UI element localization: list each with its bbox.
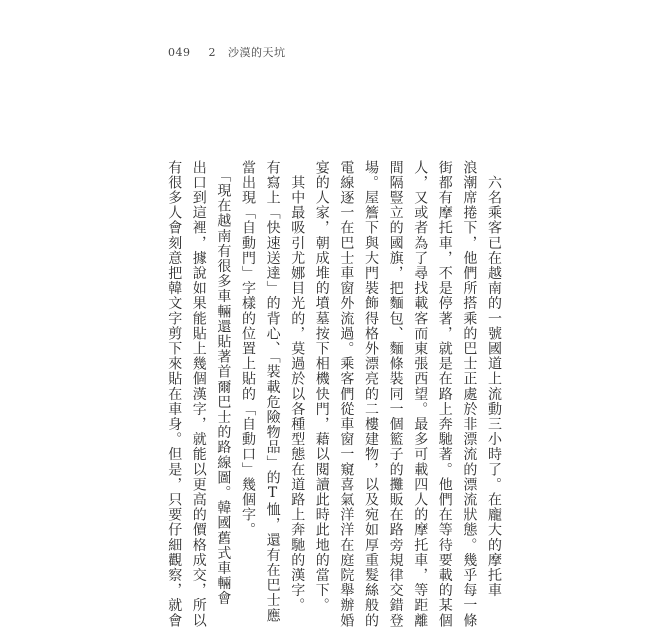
text-column: 浪潮席捲下，他們所搭乘的巴士正處於非漂流的漂流狀態。幾乎每一條	[461, 160, 478, 628]
text-column: 其中最吸引尤娜目光的，莫過於以各種型態在道路上奔馳的漢字。	[289, 160, 306, 613]
text-column: 六名乘客已在越南的一號國道上流動三小時了。在龐大的摩托車	[486, 160, 502, 598]
text-column: 間隔豎立的國旗，把麵包、麵條裝同一個籃子的攤販在路旁規律交錯登	[387, 160, 404, 628]
text-column: 出口到這裡，據說如果能貼上幾個漢字，就能以更高的價格成交，所以	[190, 160, 207, 628]
text-column: 街都有摩托車，不是停著，就是在路上奔馳著。他們在等待要載的某個	[436, 160, 453, 628]
chapter-title: 沙漠的天坑	[228, 46, 286, 59]
text-column: 「現在越南有很多車輛還貼著首爾巴士的路線圖。韓國舊式車輛會	[215, 160, 232, 606]
text-column: 場。屋簷下與大門裝飾得格外漂亮的二樓建物，以及宛如厚重髮絲般的	[363, 160, 379, 628]
page-number: 049	[168, 46, 191, 59]
text-column: 人，又或者為了尋找載客而東張西望。最多可載四人的摩托車，等距離	[412, 160, 429, 628]
chapter-number: 2	[208, 46, 216, 59]
text-column: 有寫上「快速送達」的背心、「裝載危險物品」的T恤，還有在巴士應	[264, 160, 281, 624]
text-column: 有很多人會刻意把韓文字剪下來貼在車身。但是，只要仔細觀察，就會	[166, 160, 183, 628]
body-text	[166, 160, 504, 628]
text-column: 宴的人家，朝成堆的墳墓按下相機快門，藉以閱讀此時此地的當下。	[313, 160, 330, 613]
running-header	[168, 44, 286, 60]
text-column: 電線逐一在巴士車窗外流過。乘客們從車窗一窺喜氣洋洋在庭院舉辦婚	[338, 160, 355, 628]
text-column: 當出現「自動門」字樣的位置上貼的「自動口」幾個字。	[240, 160, 256, 538]
